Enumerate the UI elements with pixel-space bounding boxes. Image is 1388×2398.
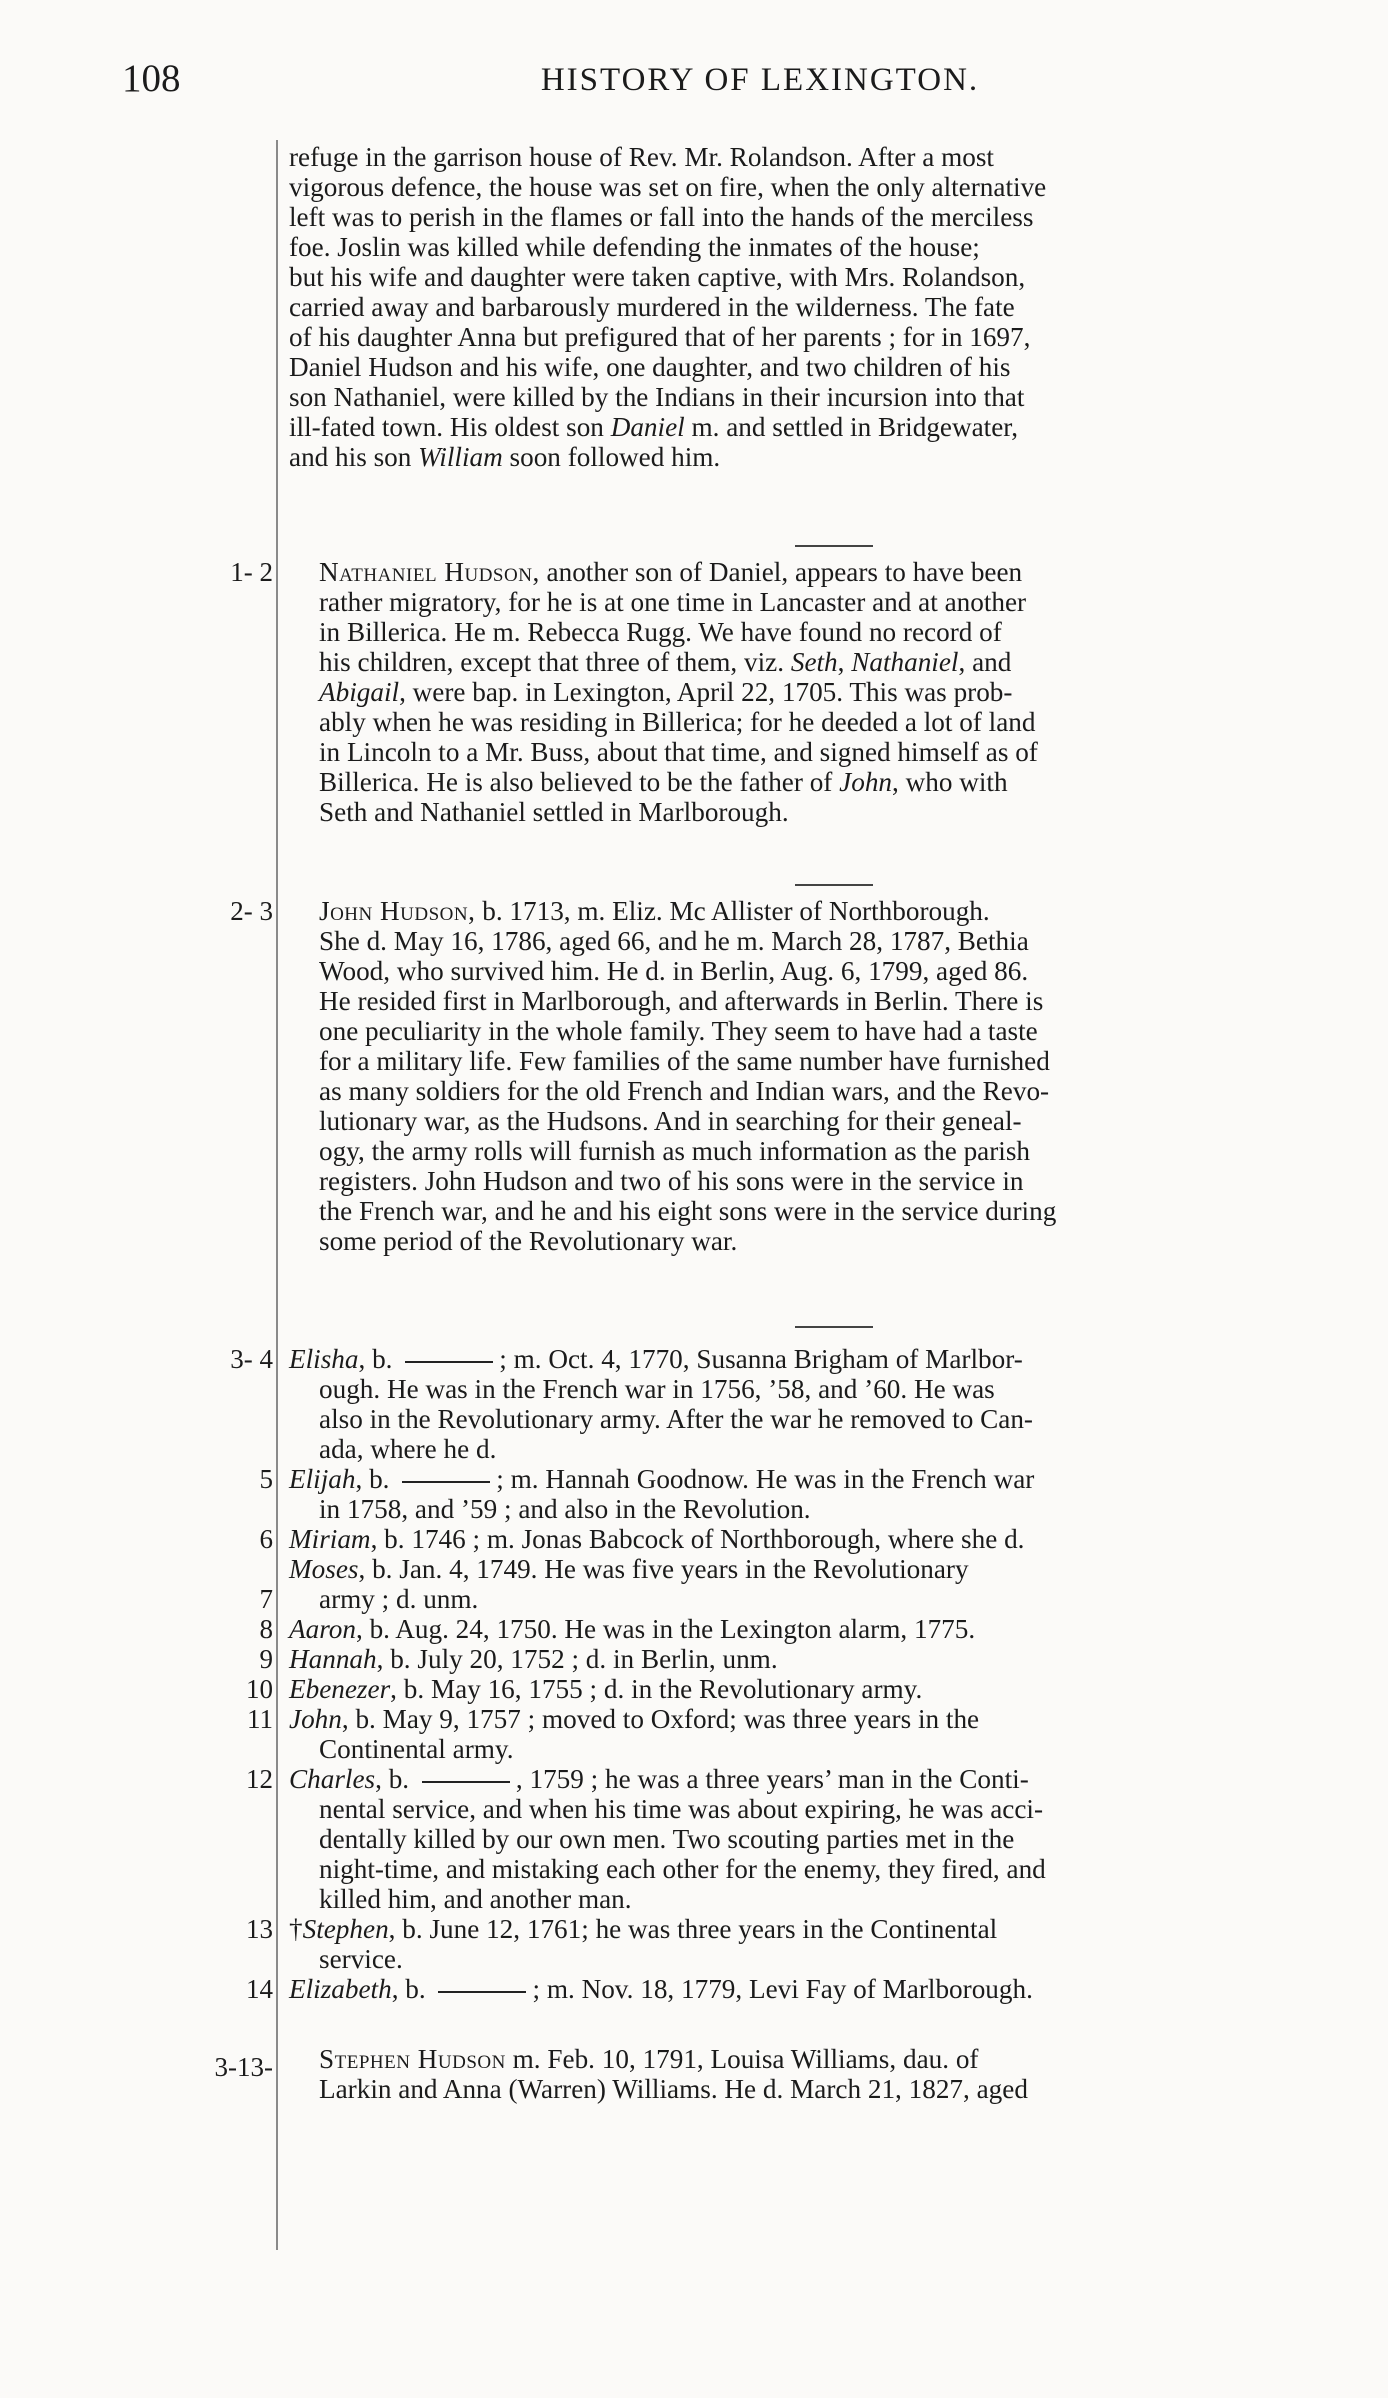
text-line bbox=[289, 896, 1343, 926]
text-line bbox=[289, 1344, 1343, 1374]
text-run: , bbox=[837, 647, 852, 677]
child-name: Elijah bbox=[289, 1464, 356, 1494]
child-name: Elisha bbox=[289, 1344, 359, 1374]
text-line: ogy, the army rolls will furnish as much information as the parish bbox=[319, 1136, 1031, 1166]
text-line: carried away and barbarously murdered in the wilderness. The fate bbox=[289, 292, 1015, 322]
text-run: , b. Jan. 4, 1749. He was five years in the Revolutionary bbox=[358, 1554, 969, 1584]
text-run: , b. bbox=[391, 1974, 433, 2004]
person-name: Stephen Hudson bbox=[319, 2044, 506, 2074]
text-line: rather migratory, for he is at one time in Lancaster and at another bbox=[319, 587, 1027, 617]
genealogy-number: 9 bbox=[259, 1644, 273, 1674]
child-entry bbox=[289, 1554, 1343, 1614]
text-line: one peculiarity in the whole family. They seem to have had a taste bbox=[319, 1016, 1038, 1046]
child-entry bbox=[289, 1344, 1343, 1464]
text-line bbox=[289, 442, 1343, 472]
child-name: Stephen bbox=[302, 1914, 389, 1944]
text-line bbox=[289, 1704, 1343, 1734]
text-line: left was to perish in the flames or fall into the hands of the merciless bbox=[289, 202, 1034, 232]
genealogy-number: 2- 3 bbox=[230, 896, 273, 926]
text-run: , b. July 20, 1752 ; d. in Berlin, unm. bbox=[376, 1644, 778, 1674]
text-line bbox=[289, 647, 1343, 677]
genealogy-number: 8 bbox=[259, 1614, 273, 1644]
name-william: William bbox=[418, 442, 503, 472]
name-daniel: Daniel bbox=[610, 412, 685, 442]
text-run: , b. May 16, 1755 ; d. in the Revolutionary army. bbox=[390, 1674, 923, 1704]
child-name: Seth bbox=[790, 647, 838, 677]
text-run: , and bbox=[958, 647, 1012, 677]
genealogy-number: 5 bbox=[259, 1464, 273, 1494]
text-line: also in the Revolutionary army. After the war he removed to Can- bbox=[319, 1404, 1033, 1434]
section-divider bbox=[795, 545, 873, 547]
page-number: 108 bbox=[122, 57, 181, 100]
child-name: Elizabeth bbox=[289, 1974, 392, 2004]
text-line: as many soldiers for the old French and Indian wars, and the Revo- bbox=[319, 1076, 1050, 1106]
text-run: , b. June 12, 1761; he was three years in the Continental bbox=[388, 1914, 998, 1944]
child-entry bbox=[289, 1674, 1343, 1704]
child-entry bbox=[289, 1914, 1343, 1974]
text-line: son Nathaniel, were killed by the Indians in their incursion into that bbox=[289, 382, 1025, 412]
text-run: , b. May 9, 1757 ; moved to Oxford; was three years in the bbox=[341, 1704, 980, 1734]
text-run: ill-fated town. His oldest son bbox=[289, 412, 604, 442]
text-line: killed him, and another man. bbox=[319, 1884, 632, 1914]
text-line bbox=[289, 1974, 1343, 2004]
text-line bbox=[289, 557, 1343, 587]
text-run: b. 1713, m. Eliz. Mc Allister of Northborough. bbox=[475, 896, 990, 926]
text-line: dentally killed by our own men. Two scouting parties met in the bbox=[319, 1824, 1015, 1854]
text-line: night-time, and mistaking each other for the enemy, they fired, and bbox=[319, 1854, 1046, 1884]
text-run: , b. bbox=[355, 1464, 397, 1494]
text-line: refuge in the garrison house of Rev. Mr. Rolandson. After a most bbox=[289, 142, 994, 172]
person-name: John Hudson, bbox=[319, 896, 476, 926]
child-name: Ebenezer bbox=[289, 1674, 391, 1704]
text-line: of his daughter Anna but prefigured that of her parents ; for in 1697, bbox=[289, 322, 1031, 352]
text-run: m. and settled in Bridgewater, bbox=[684, 412, 1019, 442]
genealogy-number: 3-13- bbox=[214, 2052, 273, 2082]
dagger-mark: † bbox=[289, 1914, 303, 1944]
child-name: John bbox=[839, 767, 893, 797]
child-entry bbox=[289, 1644, 1343, 1674]
person-name: Nathaniel Hudson, bbox=[319, 557, 540, 587]
text-run: ; m. Hannah Goodnow. He was in the French war bbox=[496, 1464, 1035, 1494]
text-line: He resided first in Marlborough, and afterwards in Berlin. There is bbox=[319, 986, 1044, 1016]
text-line: nental service, and when his time was about expiring, he was acci- bbox=[319, 1794, 1043, 1824]
text-line bbox=[289, 1644, 1343, 1674]
genealogy-number: 1- 2 bbox=[230, 557, 273, 587]
text-line bbox=[289, 1524, 1343, 1554]
text-line: the French war, and he and his eight sons were in the service during bbox=[319, 1196, 1057, 1226]
text-line: ada, where he d. bbox=[319, 1434, 497, 1464]
text-line bbox=[289, 1614, 1343, 1644]
text-run: and his son bbox=[289, 442, 419, 472]
child-name: Hannah bbox=[289, 1644, 377, 1674]
text-line bbox=[289, 677, 1343, 707]
text-line: ably when he was residing in Billerica; for he deeded a lot of land bbox=[319, 707, 1036, 737]
text-line: army ; d. unm. bbox=[319, 1584, 479, 1614]
text-line: Wood, who survived him. He d. in Berlin, Aug. 6, 1799, aged 86. bbox=[319, 956, 1029, 986]
child-entry bbox=[289, 1614, 1343, 1644]
child-entry bbox=[289, 1464, 1343, 1524]
text-run: Billerica. He is also believed to be the father of bbox=[319, 767, 840, 797]
genealogy-number: 6 bbox=[259, 1524, 273, 1554]
text-run: , were bap. in Lexington, April 22, 1705. This was prob- bbox=[399, 677, 1013, 707]
running-header bbox=[0, 48, 1388, 108]
child-name: Moses bbox=[289, 1554, 359, 1584]
text-line bbox=[289, 1914, 1343, 1944]
text-line: but his wife and daughter were taken captive, with Mrs. Rolandson, bbox=[289, 262, 1026, 292]
genealogy-number: 7 bbox=[259, 1584, 273, 1614]
text-line: Continental army. bbox=[319, 1734, 514, 1764]
text-line bbox=[289, 412, 1343, 442]
genealogy-number: 10 bbox=[246, 1674, 273, 1704]
genealogy-number: 13 bbox=[246, 1914, 273, 1944]
genealogy-number: 12 bbox=[246, 1764, 273, 1794]
genealogy-number: 3- 4 bbox=[230, 1344, 273, 1374]
text-line: in 1758, and ’59 ; and also in the Revolution. bbox=[319, 1494, 811, 1524]
text-run: , b. 1746 ; m. Jonas Babcock of Northborough, where she d. bbox=[370, 1524, 1025, 1554]
stephen-paragraph bbox=[289, 2044, 1343, 2104]
genealogy-number: 11 bbox=[247, 1704, 273, 1734]
child-name: Aaron bbox=[289, 1614, 356, 1644]
child-entry bbox=[289, 1704, 1343, 1764]
text-run: , b. Aug. 24, 1750. He was in the Lexington alarm, 1775. bbox=[355, 1614, 976, 1644]
nathaniel-paragraph bbox=[289, 557, 1343, 827]
section-divider bbox=[795, 1326, 873, 1328]
text-line: vigorous defence, the house was set on fire, when the only alternative bbox=[289, 172, 1047, 202]
genealogy-number: 14 bbox=[246, 1974, 273, 2004]
child-entry bbox=[289, 1974, 1343, 2004]
blank-dash bbox=[402, 1481, 490, 1483]
blank-dash bbox=[438, 1991, 526, 1993]
text-line: registers. John Hudson and two of his sons were in the service in bbox=[319, 1166, 1024, 1196]
child-name: Nathaniel bbox=[851, 647, 959, 677]
text-run: his children, except that three of them, viz. bbox=[319, 647, 791, 677]
section-divider bbox=[795, 884, 873, 886]
text-line: some period of the Revolutionary war. bbox=[319, 1226, 738, 1256]
text-line: She d. May 16, 1786, aged 66, and he m. March 28, 1787, Bethia bbox=[319, 926, 1029, 956]
text-run: , who with bbox=[892, 767, 1008, 797]
text-line bbox=[289, 1554, 1343, 1584]
text-run: ; m. Oct. 4, 1770, Susanna Brigham of Marlbor- bbox=[499, 1344, 1023, 1374]
text-run: soon followed him. bbox=[502, 442, 721, 472]
text-run: another son of Daniel, appears to have been bbox=[539, 557, 1023, 587]
text-run: , b. bbox=[375, 1764, 416, 1794]
text-line: service. bbox=[319, 1944, 403, 1974]
text-line: lutionary war, as the Hudsons. And in searching for their geneal- bbox=[319, 1106, 1022, 1136]
child-name: John bbox=[289, 1704, 342, 1734]
text-line bbox=[289, 767, 1343, 797]
text-line bbox=[289, 1464, 1343, 1494]
child-name: Charles bbox=[289, 1764, 376, 1794]
child-name: Miriam bbox=[289, 1524, 371, 1554]
text-run: , 1759 ; he was a three years’ man in the Conti- bbox=[515, 1764, 1029, 1794]
text-line: ough. He was in the French war in 1756, ’58, and ’60. He was bbox=[319, 1374, 995, 1404]
margin-rule bbox=[276, 140, 278, 2250]
child-name: Abigail bbox=[319, 677, 400, 707]
child-entry bbox=[289, 1764, 1343, 1914]
page-title: HISTORY OF LEXINGTON. bbox=[540, 62, 980, 98]
blank-dash bbox=[422, 1781, 510, 1783]
text-line bbox=[289, 2044, 1343, 2074]
child-entry bbox=[289, 1524, 1343, 1554]
john-paragraph bbox=[289, 896, 1343, 1256]
text-run: , b. bbox=[358, 1344, 400, 1374]
text-line: in Billerica. He m. Rebecca Rugg. We have found no record of bbox=[319, 617, 1002, 647]
text-run: m. Feb. 10, 1791, Louisa Williams, dau. of bbox=[505, 2044, 979, 2074]
opening-paragraph bbox=[289, 142, 1343, 472]
text-run: ; m. Nov. 18, 1779, Levi Fay of Marlborough. bbox=[532, 1974, 1033, 2004]
text-line: for a military life. Few families of the same number have furnished bbox=[319, 1046, 1050, 1076]
text-line bbox=[289, 1674, 1343, 1704]
text-line: Daniel Hudson and his wife, one daughter, and two children of his bbox=[289, 352, 1011, 382]
blank-dash bbox=[405, 1361, 493, 1363]
text-line: Seth and Nathaniel settled in Marlborough. bbox=[319, 797, 789, 827]
text-line bbox=[289, 1764, 1343, 1794]
text-line: Larkin and Anna (Warren) Williams. He d. March 21, 1827, aged bbox=[319, 2074, 1028, 2104]
text-line: foe. Joslin was killed while defending the inmates of the house; bbox=[289, 232, 980, 262]
text-line: in Lincoln to a Mr. Buss, about that time, and signed himself as of bbox=[319, 737, 1038, 767]
